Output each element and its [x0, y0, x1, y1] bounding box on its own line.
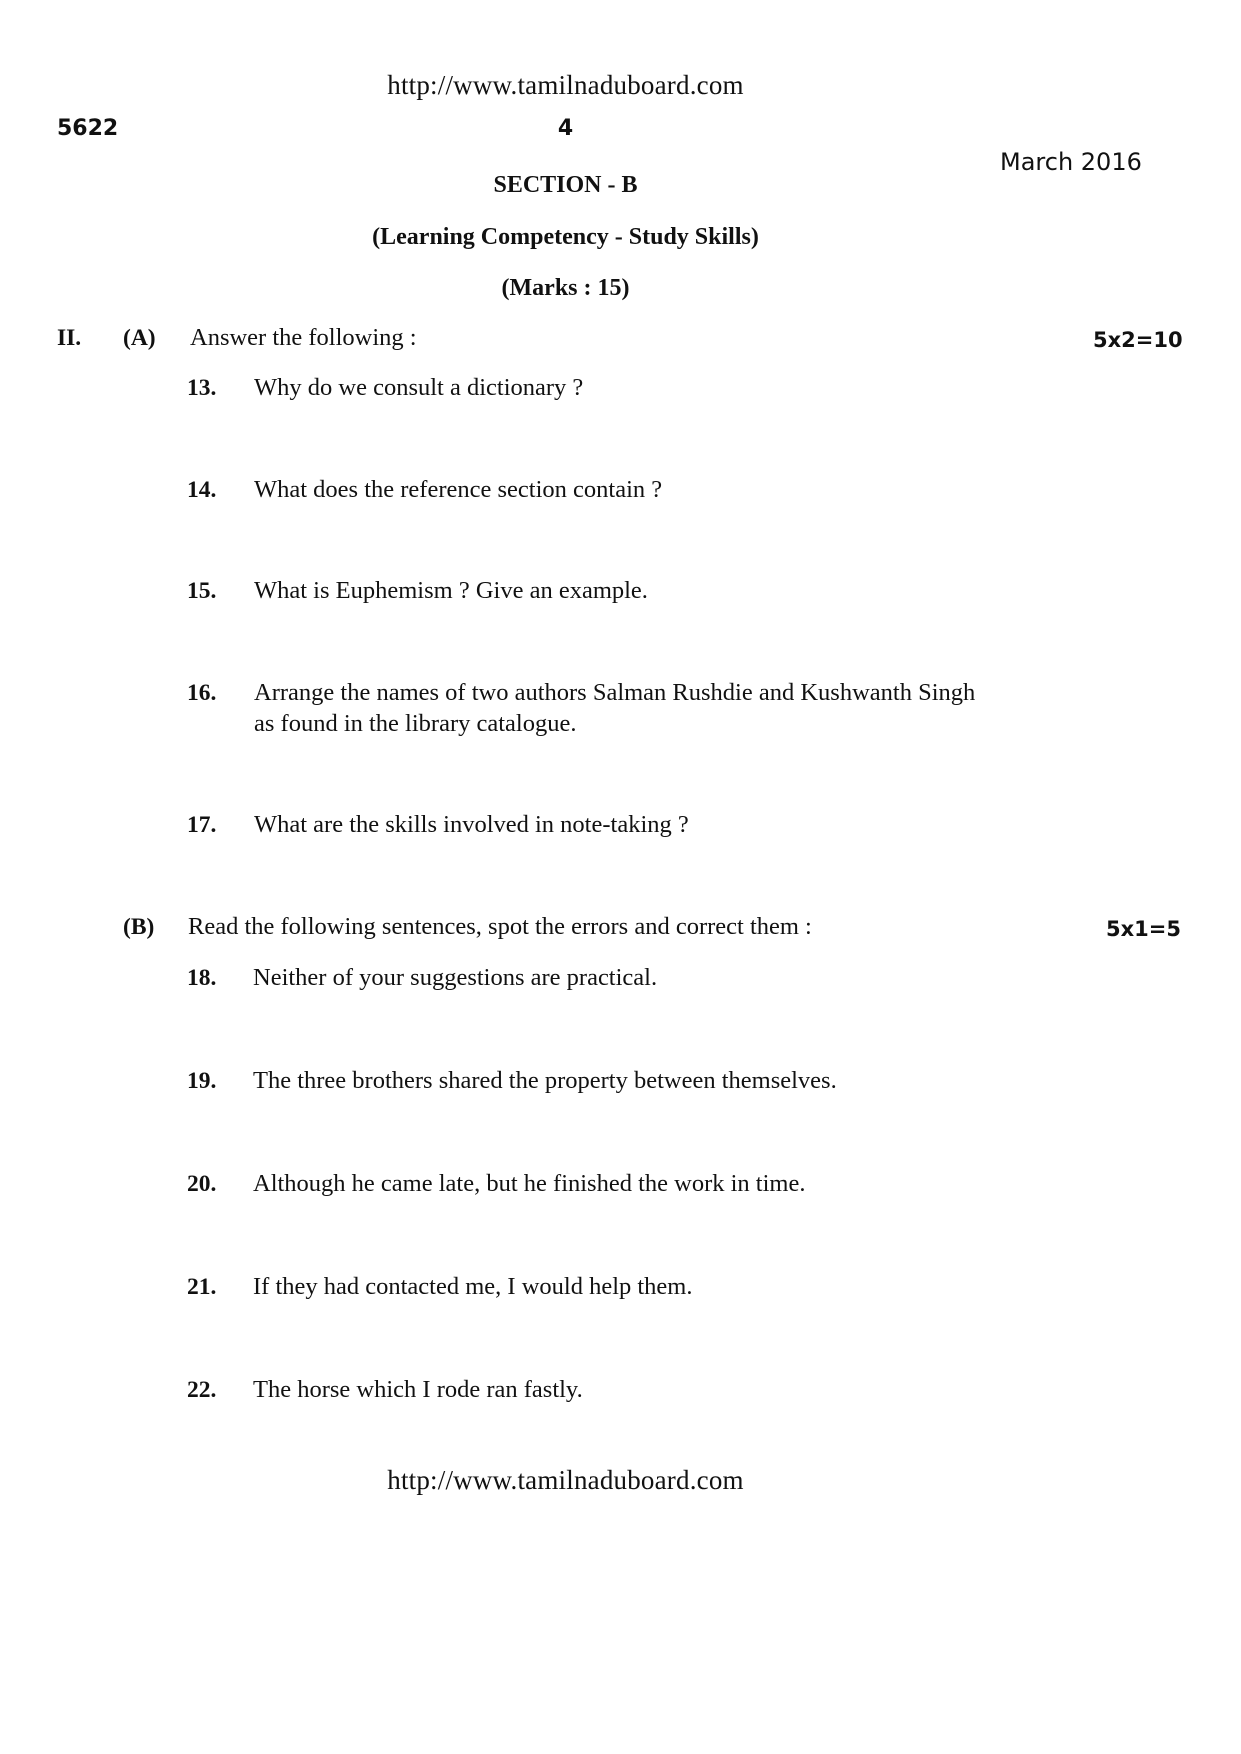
- question-number: 17.: [187, 812, 217, 838]
- question-text: Arrange the names of two authors Salman Rushdie and Kushwanth Singh: [254, 679, 976, 706]
- question-text: The three brothers shared the property between themselves.: [253, 1067, 837, 1094]
- part-a-label: (A): [123, 325, 156, 351]
- part-roman-numeral: II.: [57, 325, 82, 351]
- question-number: 20.: [187, 1171, 217, 1197]
- footer-url: http://www.tamilnaduboard.com: [387, 1465, 744, 1495]
- question-number: 18.: [187, 965, 217, 991]
- question-text: What are the skills involved in note-taking ?: [254, 811, 689, 838]
- question-text: What is Euphemism ? Give an example.: [254, 577, 648, 604]
- question-text: Why do we consult a dictionary ?: [254, 374, 584, 401]
- question-text: Neither of your suggestions are practical.: [253, 964, 658, 991]
- question-text: Although he came late, but he finished the work in time.: [253, 1170, 806, 1197]
- question-text: What does the reference section contain ?: [254, 476, 663, 503]
- paper-code: 5622: [57, 116, 119, 141]
- part-a-instruction: Answer the following :: [190, 324, 417, 351]
- question-text: The horse which I rode ran fastly.: [253, 1376, 583, 1403]
- question-number: 13.: [187, 375, 217, 401]
- question-number: 19.: [187, 1068, 217, 1094]
- section-subtitle: (Learning Competency - Study Skills): [372, 224, 759, 250]
- question-number: 16.: [187, 680, 217, 706]
- exam-date: March 2016: [1000, 148, 1142, 176]
- question-number: 14.: [187, 477, 217, 503]
- question-number: 22.: [187, 1377, 217, 1403]
- section-marks: (Marks : 15): [501, 275, 630, 301]
- page-number: 4: [557, 116, 574, 141]
- part-b-marks: 5x1=5: [1106, 917, 1181, 941]
- question-number: 21.: [187, 1274, 217, 1300]
- part-b-instruction: Read the following sentences, spot the errors and correct them :: [188, 913, 812, 940]
- question-text: If they had contacted me, I would help them.: [253, 1273, 693, 1300]
- question-number: 15.: [187, 578, 217, 604]
- section-title: SECTION - B: [493, 172, 638, 198]
- header-url: http://www.tamilnaduboard.com: [387, 70, 744, 100]
- question-text-continued: as found in the library catalogue.: [254, 710, 577, 737]
- part-a-marks: 5x2=10: [1093, 328, 1183, 352]
- part-b-label: (B): [123, 914, 155, 940]
